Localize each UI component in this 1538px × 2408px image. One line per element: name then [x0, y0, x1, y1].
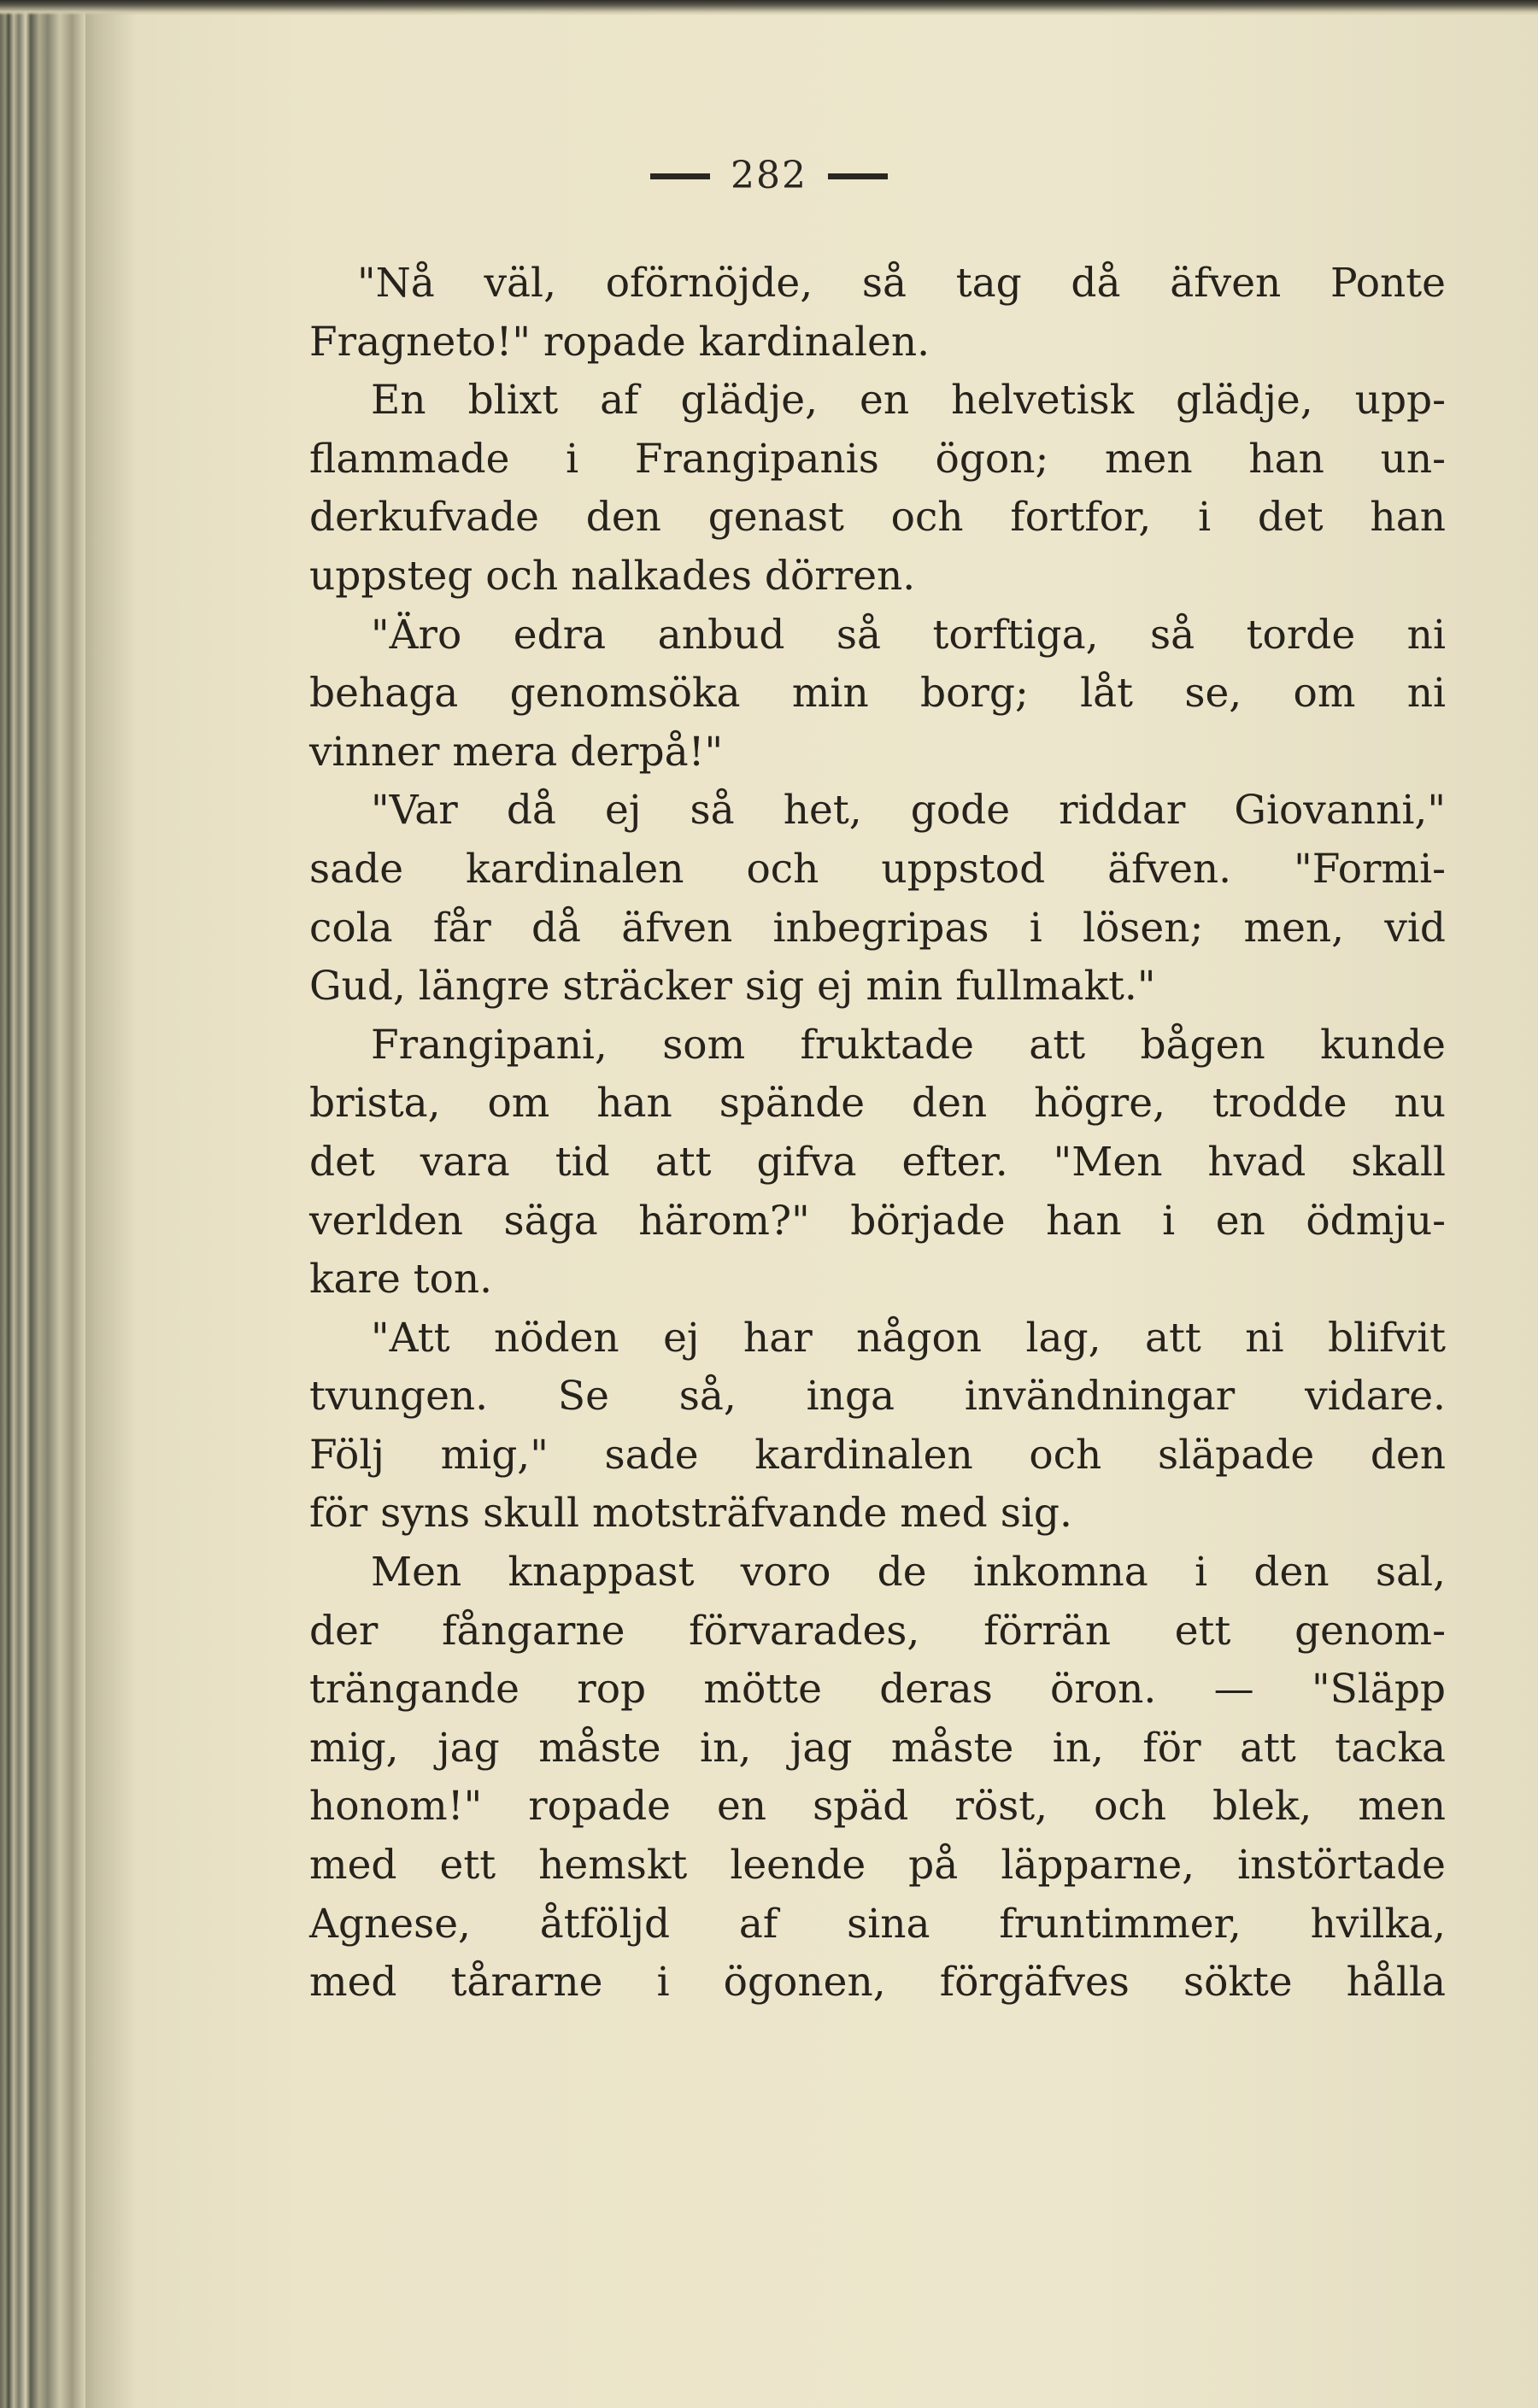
text-line: kare ton. [309, 1256, 493, 1304]
text-line: vinner mera derpå!" [309, 728, 724, 776]
text-line: "Att nöden ej har någon lag, att ni blifvit [371, 1314, 1446, 1362]
text-line: uppsteg och nalkades dörren. [309, 552, 916, 600]
page-number: 282 [731, 154, 807, 197]
page-header [0, 154, 1538, 197]
gutter-shadow [85, 0, 137, 2408]
text-line: trängande rop mötte deras öron. — "Släpp [309, 1666, 1446, 1714]
text-line: med ett hemskt leende på läpparne, instörtade [309, 1842, 1446, 1889]
text-line: honom!" ropade en späd röst, och blek, men [309, 1783, 1446, 1831]
text-line: för syns skull motsträfvande med sig. [309, 1490, 1072, 1538]
text-line: verlden säga härom?" började han i en ödmju- [309, 1197, 1446, 1245]
text-line: "Var då ej så het, gode riddar Giovanni," [371, 787, 1446, 835]
text-line: der fångarne förvarades, förrän ett genom- [309, 1607, 1446, 1655]
text-line: behaga genomsöka min borg; låt se, om ni [309, 670, 1446, 718]
text-line: mig, jag måste in, jag måste in, för att tacka [309, 1724, 1446, 1772]
text-line: flammade i Frangipanis ögon; men han un- [309, 435, 1446, 483]
text-line: "Nå väl, oförnöjde, så tag då äfven Ponte [357, 260, 1446, 307]
text-line: Men knappast voro de inkomna i den sal, [371, 1549, 1446, 1597]
page-top-edge [0, 0, 1538, 15]
body-text [309, 255, 1446, 2013]
text-line: Fragneto!" ropade kardinalen. [309, 318, 930, 366]
text-line: tvungen. Se så, inga invändningar vidare. [309, 1373, 1446, 1421]
text-line: sade kardinalen och uppstod äfven. "Formi- [309, 845, 1446, 893]
text-line: derkufvade den genast och fortfor, i det han [309, 494, 1446, 542]
text-line: Frangipani, som fruktade att bågen kunde [371, 1021, 1446, 1069]
text-line: Agnese, åtföljd af sina fruntimmer, hvilka, [309, 1900, 1446, 1948]
book-spine-gutter [0, 0, 94, 2408]
text-line: cola får då äfven inbegripas i lösen; men, vid [309, 904, 1446, 952]
text-line: En blixt af glädje, en helvetisk glädje, upp- [371, 377, 1446, 425]
header-dash-left [650, 173, 710, 179]
text-line: Följ mig," sade kardinalen och släpade den [309, 1431, 1446, 1479]
header-dash-right [828, 173, 888, 179]
text-line: Gud, längre sträcker sig ej min fullmakt." [309, 963, 1156, 1011]
text-line: "Äro edra anbud så torftiga, så torde ni [371, 611, 1446, 659]
text-line: brista, om han spände den högre, trodde nu [309, 1080, 1446, 1128]
text-line: med tårarne i ögonen, förgäfves sökte hålla [309, 1959, 1446, 2007]
text-line: det vara tid att gifva efter. "Men hvad skall [309, 1138, 1446, 1186]
